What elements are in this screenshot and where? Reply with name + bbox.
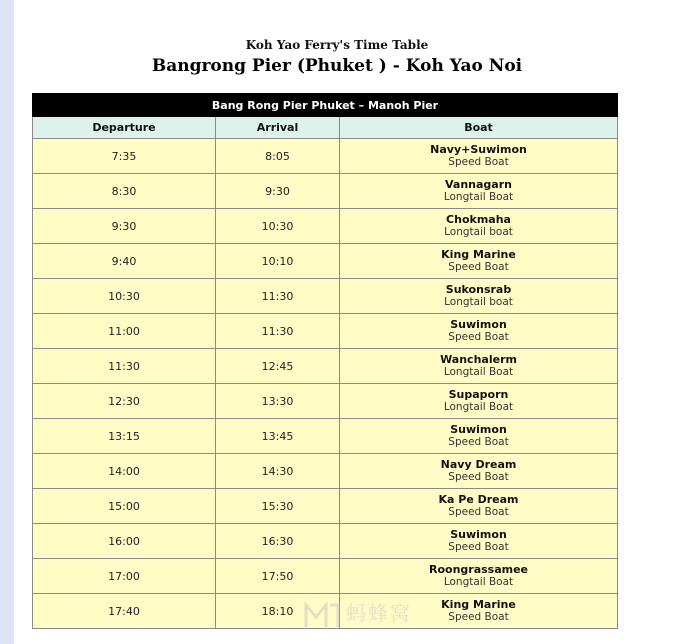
boat-name: Navy+Suwimon bbox=[430, 143, 527, 156]
departure-cell: 8:30 bbox=[33, 174, 216, 209]
page-heading bbox=[14, 37, 660, 78]
boat-cell bbox=[340, 594, 618, 629]
boat-cell bbox=[340, 209, 618, 244]
table-row bbox=[33, 489, 618, 524]
left-sidebar-strip bbox=[0, 0, 14, 644]
arrival-cell: 13:45 bbox=[216, 419, 340, 454]
boat-type: Longtail boat bbox=[444, 226, 513, 238]
boat-cell bbox=[340, 314, 618, 349]
arrival-cell: 12:45 bbox=[216, 349, 340, 384]
boat-type: Longtail Boat bbox=[443, 401, 514, 413]
boat-cell bbox=[340, 279, 618, 314]
arrival-column-header: Arrival bbox=[216, 117, 340, 139]
boat-name: Sukonsrab bbox=[445, 283, 512, 296]
boat-type: Longtail Boat bbox=[443, 366, 514, 378]
departure-cell: 17:00 bbox=[33, 559, 216, 594]
page-subtitle: Koh Yao Ferry's Time Table bbox=[245, 38, 429, 52]
table-row bbox=[33, 454, 618, 489]
boat-name: King Marine bbox=[441, 598, 516, 611]
boat-type: Longtail boat bbox=[444, 296, 513, 308]
departure-cell: 9:40 bbox=[33, 244, 216, 279]
boat-cell bbox=[340, 139, 618, 174]
departure-column-header: Departure bbox=[33, 117, 216, 139]
departure-cell: 12:30 bbox=[33, 384, 216, 419]
table-row bbox=[33, 349, 618, 384]
boat-cell bbox=[340, 419, 618, 454]
boat-column-header: Boat bbox=[340, 117, 618, 139]
arrival-cell: 10:30 bbox=[216, 209, 340, 244]
boat-cell bbox=[340, 559, 618, 594]
arrival-cell: 15:30 bbox=[216, 489, 340, 524]
boat-type: Speed Boat bbox=[448, 611, 509, 623]
departure-cell: 10:30 bbox=[33, 279, 216, 314]
arrival-cell: 11:30 bbox=[216, 314, 340, 349]
boat-name: Chokmaha bbox=[446, 213, 511, 226]
boat-type: Speed Boat bbox=[448, 331, 509, 343]
arrival-cell: 8:05 bbox=[216, 139, 340, 174]
departure-cell: 17:40 bbox=[33, 594, 216, 629]
departure-cell: 11:00 bbox=[33, 314, 216, 349]
arrival-cell: 11:30 bbox=[216, 279, 340, 314]
boat-name: Suwimon bbox=[450, 528, 507, 541]
boat-type: Speed Boat bbox=[448, 156, 509, 168]
route-name: Bang Rong Pier Phuket – Manoh Pier bbox=[33, 94, 618, 117]
arrival-cell: 14:30 bbox=[216, 454, 340, 489]
page-title: Bangrong Pier (Phuket ) - Koh Yao Noi bbox=[151, 56, 523, 76]
departure-cell: 15:00 bbox=[33, 489, 216, 524]
arrival-cell: 9:30 bbox=[216, 174, 340, 209]
boat-type: Speed Boat bbox=[448, 471, 509, 483]
boat-name: King Marine bbox=[441, 248, 516, 261]
departure-cell: 14:00 bbox=[33, 454, 216, 489]
boat-cell bbox=[340, 349, 618, 384]
boat-type: Longtail Boat bbox=[443, 576, 514, 588]
boat-name: Suwimon bbox=[450, 423, 507, 436]
boat-cell bbox=[340, 384, 618, 419]
arrival-cell: 10:10 bbox=[216, 244, 340, 279]
boat-cell bbox=[340, 489, 618, 524]
arrival-cell: 17:50 bbox=[216, 559, 340, 594]
timetable-body bbox=[33, 139, 618, 629]
boat-type: Speed Boat bbox=[448, 261, 509, 273]
column-header-row bbox=[33, 117, 618, 139]
ferry-timetable bbox=[32, 93, 618, 629]
boat-type: Speed Boat bbox=[448, 506, 509, 518]
table-row bbox=[33, 524, 618, 559]
boat-name: Suwimon bbox=[450, 318, 507, 331]
table-row bbox=[33, 174, 618, 209]
table-row bbox=[33, 279, 618, 314]
table-row bbox=[33, 594, 618, 629]
arrival-cell: 16:30 bbox=[216, 524, 340, 559]
table-row bbox=[33, 559, 618, 594]
table-row bbox=[33, 384, 618, 419]
departure-cell: 9:30 bbox=[33, 209, 216, 244]
boat-type: Speed Boat bbox=[448, 436, 509, 448]
route-header-row bbox=[33, 94, 618, 117]
departure-cell: 16:00 bbox=[33, 524, 216, 559]
boat-name: Wanchalerm bbox=[440, 353, 517, 366]
arrival-cell: 18:10 bbox=[216, 594, 340, 629]
table-row bbox=[33, 419, 618, 454]
departure-cell: 13:15 bbox=[33, 419, 216, 454]
boat-name: Supaporn bbox=[448, 388, 509, 401]
table-row bbox=[33, 139, 618, 174]
boat-type: Longtail Boat bbox=[443, 191, 514, 203]
boat-name: Roongrassamee bbox=[428, 563, 529, 576]
boat-name: Vannagarn bbox=[445, 178, 512, 191]
arrival-cell: 13:30 bbox=[216, 384, 340, 419]
boat-cell bbox=[340, 244, 618, 279]
departure-cell: 11:30 bbox=[33, 349, 216, 384]
boat-name: Navy Dream bbox=[440, 458, 517, 471]
table-row bbox=[33, 209, 618, 244]
boat-cell bbox=[340, 524, 618, 559]
boat-type: Speed Boat bbox=[448, 541, 509, 553]
boat-cell bbox=[340, 454, 618, 489]
watermark-text: 蚂蜂窝 bbox=[346, 601, 412, 625]
table-row bbox=[33, 244, 618, 279]
departure-cell: 7:35 bbox=[33, 139, 216, 174]
boat-name: Ka Pe Dream bbox=[438, 493, 519, 506]
table-row bbox=[33, 314, 618, 349]
boat-cell bbox=[340, 174, 618, 209]
